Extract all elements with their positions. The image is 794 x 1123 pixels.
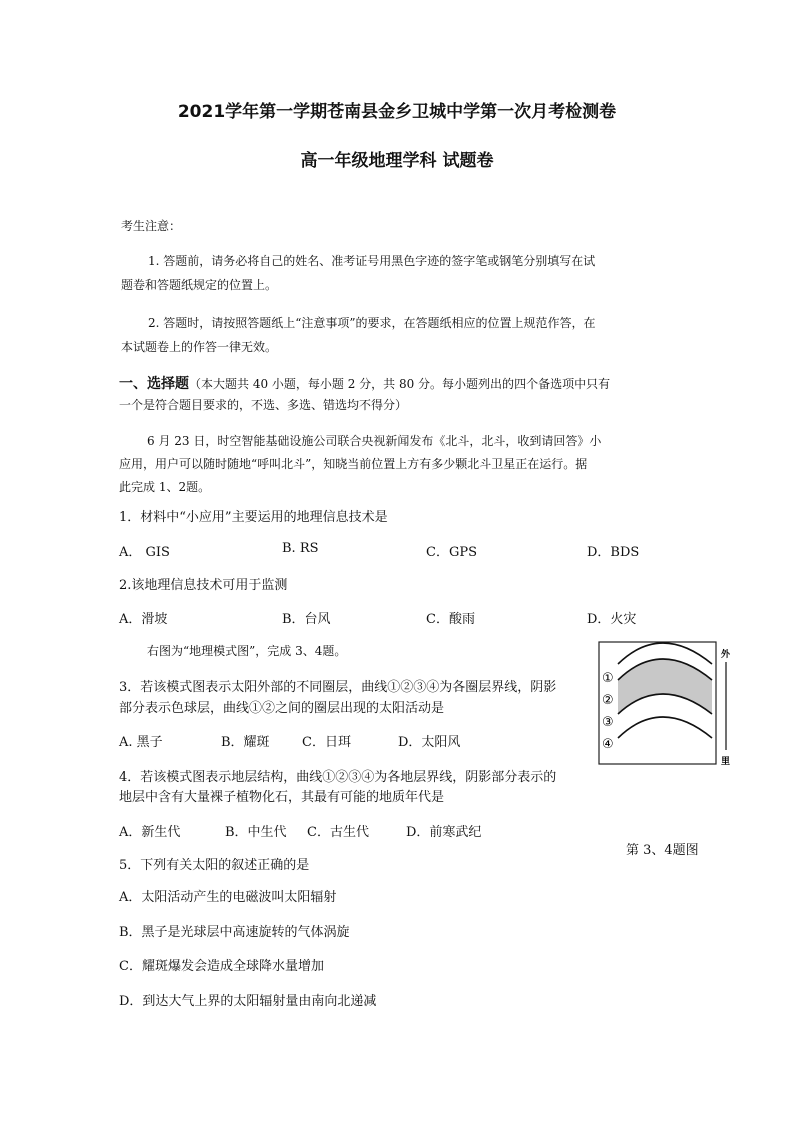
q2-option-c: C．酸雨 (426, 612, 475, 627)
marker-2: ② (602, 693, 614, 708)
q4-stem-line2: 地层中含有大量裸子植物化石，其最有可能的地质年代是 (119, 790, 445, 805)
q3-stem-line1: 3．若该模式图表示太阳外部的不同圈层，曲线①②③④为各圈层界线，阴影 (119, 680, 557, 695)
geographic-model-figure (596, 640, 741, 770)
q1-option-a: A． GIS (119, 545, 170, 560)
notice-item1-line1: 1. 答题前，请务必将自己的姓名、准考证号用黑色字迹的签字笔或钢笔分别填写在试 (148, 254, 596, 268)
q4-option-a: A．新生代 (119, 825, 181, 840)
q1-stem: 1．材料中“小应用”主要运用的地理信息技术是 (119, 510, 388, 525)
q2-option-a: A．滑坡 (119, 612, 168, 627)
q2-option-d: D．火灾 (587, 612, 637, 627)
material-line1: 6 月 23 日，时空智能基础设施公司联合央视新闻发布《北斗，北斗，收到请回答》小 (147, 434, 602, 448)
notice-item1-line2: 题卷和答题纸规定的位置上。 (121, 278, 278, 292)
marker-4: ④ (602, 737, 614, 752)
side-label-outer: 外 (721, 650, 731, 660)
material-line3: 此完成 1、2题。 (119, 480, 211, 494)
notice-item2-line2: 本试题卷上的作答一律无效。 (121, 340, 278, 354)
q3-option-c: C．日珥 (302, 735, 351, 750)
q4-option-b: B．中生代 (225, 825, 287, 840)
notice-item2-line1: 2. 答题时，请按照答题纸上“注意事项”的要求，在答题纸相应的位置上规范作答，在 (148, 316, 596, 330)
exam-title: 2021学年第一学期苍南县金乡卫城中学第一次月考检测卷 (177, 102, 617, 122)
q3-stem-line2: 部分表示色球层，曲线①②之间的圈层出现的太阳活动是 (119, 701, 445, 716)
notice-heading: 考生注意： (121, 219, 182, 233)
q5-option-b: B．黑子是光球层中高速旋转的气体涡旋 (119, 925, 350, 940)
q4-option-c: C．古生代 (307, 825, 369, 840)
q34-intro: 右图为“地理模式图”，完成 3、4题。 (147, 644, 347, 658)
q3-option-d: D．太阳风 (398, 735, 461, 750)
q5-option-a: A．太阳活动产生的电磁波叫太阳辐射 (119, 890, 337, 905)
q3-option-b: B．耀斑 (221, 735, 270, 750)
q1-option-d: D．BDS (587, 545, 640, 560)
q1-option-c: C．GPS (426, 545, 477, 560)
section1-label: 一、选择题 (119, 376, 189, 392)
section1-heading (119, 373, 610, 393)
marker-3: ③ (602, 715, 614, 730)
exam-subtitle: 高一年级地理学科 试题卷 (300, 151, 494, 171)
q4-stem-line1: 4．若该模式图表示地层结构，曲线①②③④为各地层界线，阴影部分表示的 (119, 770, 557, 785)
q5-stem: 5．下列有关太阳的叙述正确的是 (119, 858, 310, 873)
section1-desc-line1: （本大题共 40 小题，每小题 2 分，共 80 分。每小题列出的四个备选项中只有 (189, 377, 611, 391)
q1-option-b: B. RS (282, 541, 319, 556)
q5-option-d: D．到达大气上界的太阳辐射量由南向北递减 (119, 994, 377, 1009)
section1-desc-line2: 一个是符合题目要求的，不选、多选、错选均不得分） (119, 398, 408, 412)
curve-4 (618, 717, 712, 738)
figure-caption: 第 3、4题图 (626, 843, 699, 858)
marker-1: ① (602, 671, 614, 686)
q5-option-c: C．耀斑爆发会造成全球降水量增加 (119, 959, 324, 974)
shaded-layer (618, 659, 712, 714)
q2-option-b: B．台风 (282, 612, 331, 627)
q4-option-d: D．前寒武纪 (406, 825, 482, 840)
side-label-inner: 里 (721, 757, 731, 767)
q3-option-a: A. 黑子 (119, 735, 163, 750)
material-line2: 应用，用户可以随时随地“呼叫北斗”，知晓当前位置上方有多少颗北斗卫星正在运行。据 (119, 457, 588, 471)
q2-stem: 2.该地理信息技术可用于监测 (119, 578, 288, 593)
